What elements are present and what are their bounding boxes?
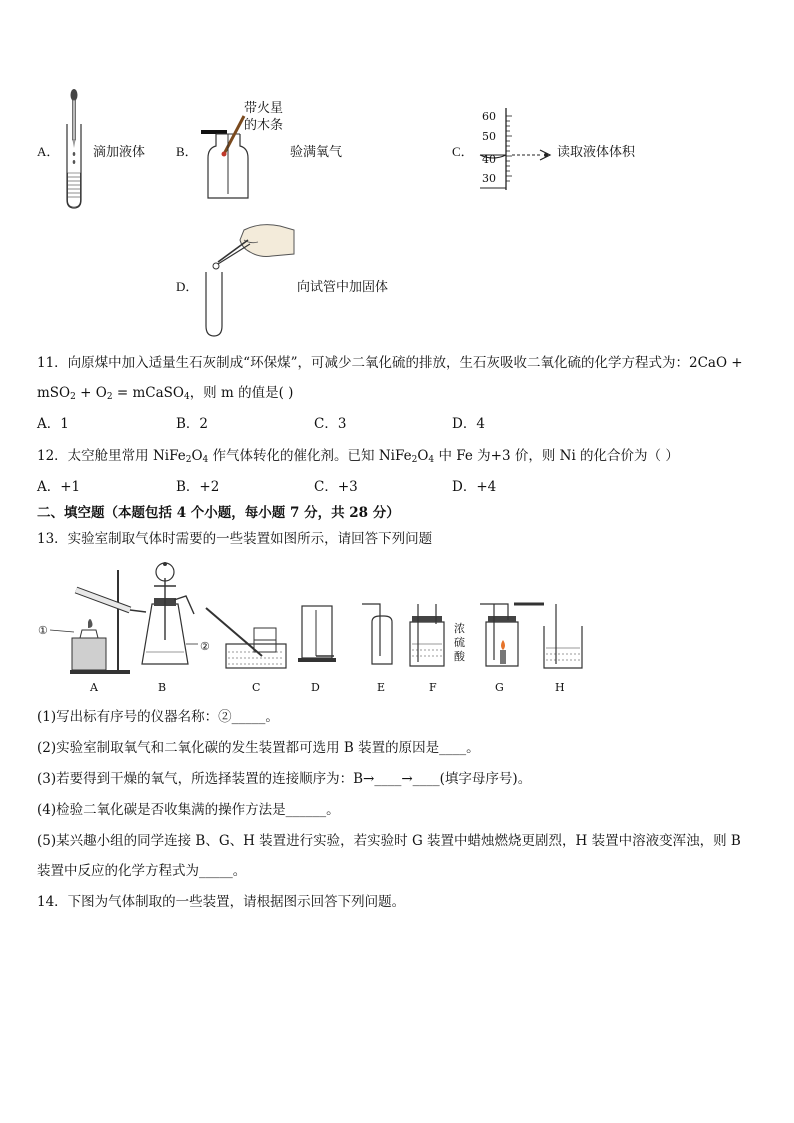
acid-label-1: 浓 [454, 622, 465, 635]
q13-part1: (1)写出标有序号的仪器名称：②_____。 [37, 709, 279, 725]
apparatus-label-c: C [252, 681, 261, 694]
marker-1: ① [38, 624, 48, 637]
apparatus-label-b: B [158, 681, 167, 694]
section-heading: 二、填空题（本题包括 4 个小题，每小题 7 分，共 28 分） [37, 505, 400, 521]
splint-callout-line1: 带火星 [244, 100, 284, 115]
q12-stem: 12．太空舱里常用 $NiFe_2O_4$ 作气体转化的催化剂。已知 $NiFe_2O_4$ 中 Fe 为+3 价，则 Ni 的化合价为（ ） [37, 448, 679, 465]
option-b-letter: B． [176, 144, 198, 159]
q14-stem: 14．下图为气体制取的一些装置，请根据图示回答下列问题。 [37, 894, 406, 910]
lab-apparatus-figure [36, 560, 596, 696]
apparatus-label-d: D [311, 681, 320, 694]
q11-option-d: D．4 [452, 416, 485, 432]
apparatus-label-g: G [495, 681, 504, 694]
apparatus-label-a: A [90, 681, 98, 694]
q13-part4: (4)检验二氧化碳是否收集满的操作方法是______。 [37, 802, 340, 818]
dropper-test-tube-figure [60, 88, 90, 212]
q11-option-c: C．3 [314, 416, 347, 432]
option-d-letter: D． [176, 279, 199, 294]
q12-option-a: A．+1 [37, 479, 81, 495]
cyl-tick-30: 30 [482, 172, 496, 185]
option-a-caption: 滴加液体 [93, 144, 146, 159]
add-solid-figure [200, 222, 296, 340]
acid-label-3: 酸 [454, 650, 465, 663]
q12-option-b: B．+2 [176, 479, 220, 495]
q13-part2: (2)实验室制取氧气和二氧化碳的发生装置都可选用 B 装置的原因是____。 [37, 740, 480, 756]
apparatus-label-f: F [429, 681, 437, 694]
apparatus-label-e: E [377, 681, 386, 694]
acid-label-2: 硫 [454, 636, 465, 649]
q13-part5-line1: (5)某兴趣小组的同学连接 B、G、H 装置进行实验，若实验时 G 装置中蜡烛燃烧更剧烈，H 装置中溶液变浑浊，则 B [37, 833, 741, 849]
q11-line1: 11．向原煤中加入适量生石灰制成“环保煤”，可减少二氧化硫的排放，生石灰吸收二氧化硫的化学方程式为：2CaO + [37, 355, 743, 371]
q11-option-b: B．2 [176, 416, 209, 432]
q13-part5-line2: 装置中反应的化学方程式为_____。 [37, 863, 247, 879]
splint-callout-line2: 的木条 [244, 117, 284, 132]
cyl-tick-50: 50 [482, 130, 496, 143]
cyl-tick-40: 40 [482, 153, 496, 166]
option-c-caption: 读取液体体积 [557, 144, 636, 159]
option-b-caption: 验满氧气 [290, 144, 343, 159]
q11-line2: $mSO_2 + O_2$ = mCaSO$_4$，则 m 的值是( ) [37, 385, 294, 402]
q13-part3: (3)若要得到干燥的氧气，所选择装置的连接顺序为：B→____→____(填字母序号)。 [37, 771, 532, 787]
marker-2: ② [200, 640, 210, 653]
q12-option-c: C．+3 [314, 479, 358, 495]
option-c-letter: C． [452, 144, 474, 159]
option-d-caption: 向试管中加固体 [297, 279, 389, 294]
q12-option-d: D．+4 [452, 479, 497, 495]
q11-option-a: A．1 [37, 416, 69, 432]
option-a-letter: A． [37, 144, 60, 159]
q13-stem: 13．实验室制取气体时需要的一些装置如图所示，请回答下列问题 [37, 531, 433, 547]
cyl-tick-60: 60 [482, 110, 496, 123]
apparatus-label-h: H [555, 681, 565, 694]
